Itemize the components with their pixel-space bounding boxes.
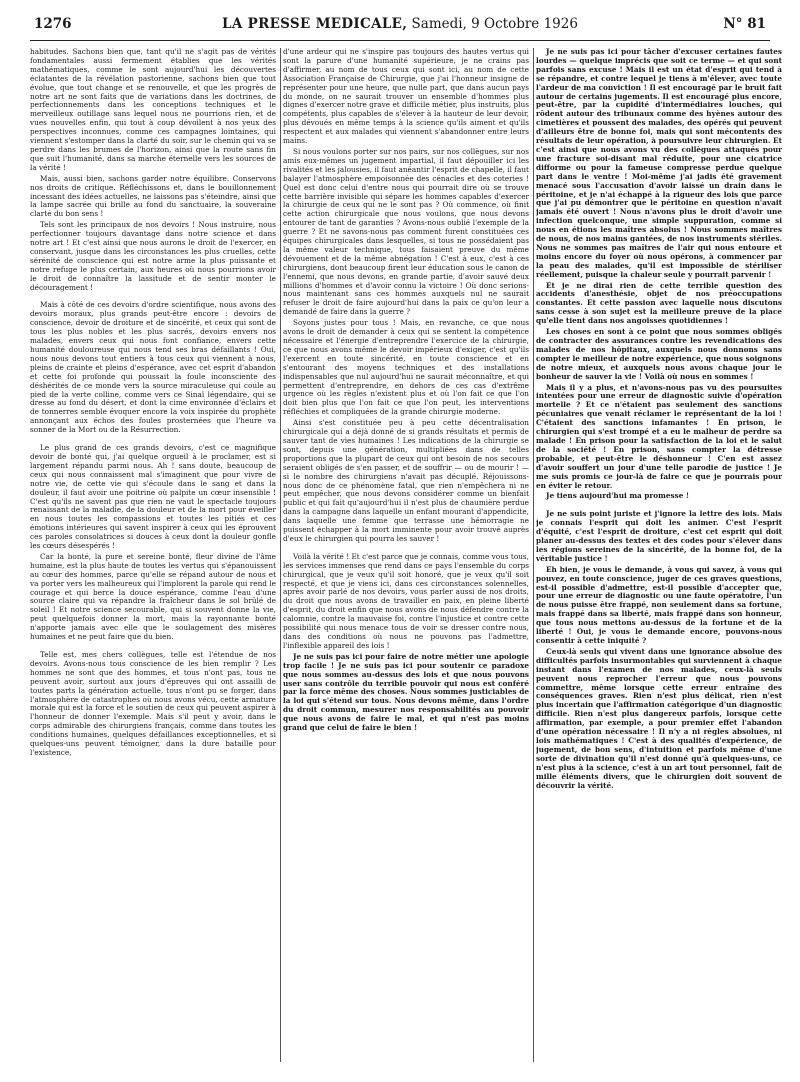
journal-name: LA PRESSE MEDICALE, [222,16,408,32]
paragraph: Voilà la vérité ! Et c'est parce que je connais, comme vous tous, les services immenses que rend dans ce pays l'ensemble du corps chirurgical, que je veux qu'il soit honoré, que je veux qu'il soit respecté, et que je viens ici, dans ces circonstances solennelles, après avoir parlé de nos devoirs, vous parler aussi de nos droits, du droit que nous avons de travailler en paix, en pleine liberté d'esprit, du droit enfin que nous avons de nous défendre contre la calomnie, contre la mauvaise foi, contre l'injustice et contre cette possibilité qui nous menace tous de voir se dresser contre nous, dans des conditions où nous ne pouvons pas l'admettre, l'inflexible appareil des lois ! [283,551,529,650]
paragraph: Je ne suis pas ici pour faire de notre métier une apologie trop facile ! Je ne suis pas ici pour soutenir ce paradoxe que nous sommes au-dessus des lois et que nous pouvons user sans contrôle du terrible pouvoir qui nous est conféré par la force même des choses. Nous sommes justiciables de la loi qui s'étend sur tous. Nous devons même, dans l'ordre du droit commun, mesurer nos responsabilités au pouvoir que nous avons de faire le mal, et qui n'est pas moins grand que celui de faire le bien ! [283,651,529,733]
paragraph: Mais il y a plus, et n'avons-nous pas vu des poursuites intentées pour une erreur de diagnostic suivie d'opération mortelle ? Et ce n'étaient pas seulement des sanctions pécuniaires que venait réclamer le représentant de la loi ! C'étaient des sanctions infamantes ! En prison, le chirurgien qui s'est trompé et a eu le malheur de perdre sa malade ! En prison pour la satisfaction de la loi et le salut de la société ! En prison, sans compter la détresse probable, et peut-être le déshonneur ! C'en est assez d'avoir souffert un jour d'une telle parodie de justice ! Je me suis promis ce jour-là de faire ce que je pourrais pour en éviter le retour. [536,382,782,490]
paragraph: Les choses en sont à ce point que nous sommes obligés de contracter des assurances contre les revendications des malades de nos hôpitaux, auxquels nous donnons sans compter le meilleur de notre expérience, que nous soignons de notre mieux, et auxquels nous avons chaque jour le bonheur de sauver la vie ! Voilà où nous en sommes ! [536,327,782,381]
text-column-1 [30,48,276,1062]
paragraph: Tels sont les principaux de nos devoirs ! Nous instruire, nous perfectionner toujours davantage dans notre science et dans notre art ! Et c'est ainsi que nous aurons le droit de l'exercer, en conservant, jusque dans les circonstances les plus cruelles, cette sérénité de conscience qui est notre arme la plus puissante et notre refuge le plus certain, aux heures où nous pourrions avoir le droit de connaître la lassitude et de sentir monter le découragement ! [30,220,276,292]
paragraph: Je ne suis point juriste et j'ignore la lettre des lois. Mais je connais l'esprit qui doit les animer. C'est l'esprit d'équité, c'est l'esprit de droiture, c'est cet esprit qui doit planer au-dessus des textes et des codes pour s'élever dans les régions sereines de la sincérité, de la bonne foi, de la véritable justice ! [536,509,782,563]
paragraph: Si nous voulons porter sur nos pairs, sur nos collègues, sur nos amis eux-mêmes un jugement impartial, il faut dépouiller ici les rivalités et les jalousies, il faut anéantir l'esprit de chapelle, il faut balayer l'atmosphère empoisonnée des cénacles et des coteries ! Quel est donc celui d'entre nous qui pourrait dire où se trouve cette barrière invisible qui sépare les hommes capables d'exercer la chirurgie de ceux qui ne le sont pas ? Où commence, où finit cette action chirurgicale que nous voulons, que nous devons entourer de tant de garanties ? Avons-nous oublié l'exemple de la guerre ? Et ne savons-nous pas comment furent constituées ces équipes chirurgicales dans lesquelles, si tous ne possédaient pas la même valeur technique, tous faisaient preuve du même dévouement et de la même abnégation ! C'est à eux, c'est à ces chirurgiens, dont beaucoup firent leur éducation sous le canon de l'ennemi, que nous devons, en grande partie, d'avoir sauvé deux millions d'hommes et d'avoir connu la victoire ! Où donc serions-nous maintenant sans ces hommes auxquels nul ne saurait refuser le droit de faire aujourd'hui dans la paix ce qu'on leur a demandé de faire dans la guerre ? [283,146,529,317]
paragraph: Eh bien, je vous le demande, à vous qui savez, à vous qui pouvez, en toute conscience, juger de ces graves questions, est-il possible d'admettre, est-il possible d'accepter que, pour une erreur de diagnostic ou une faute opératoire, l'un de nous puisse être frappé, non seulement dans sa fortune, mais frappé dans sa liberté, mais frappé dans son honneur, que tous nous mettons au-dessus de la fortune et de la liberté ! Oui, je vous le demande encore, pouvons-nous consentir à cette iniquité ? [536,564,782,645]
paragraph: d'une ardeur qui ne s'inspire pas toujours des hautes vertus qui sont la parure d'une humanité supérieure, je ne crains pas d'affirmer, au nom de tous ceux qui sont ici, au nom de cette Association Française de Chirurgie, que j'ai l'honneur insigne de représenter pour une heure, que nulle part, que dans aucun pays du monde, on ne saurait trouver un ensemble d'hommes plus dignes d'exercer notre grave et difficile métier, plus instruits, plus compétents, plus capables de s'élever à la hauteur de leur devoir, plus dévoués en même temps à la science qu'ils aiment et qu'ils respectent et aux malades qui viennent s'abandonner entre leurs mains. [283,48,529,146]
paragraph: Je ne suis pas ici pour tâcher d'excuser certaines fautes lourdes — quelque imprécis que soit ce terme — et qui sont parfois sans excuse ! Mais il est un état d'esprit qui tend à se répandre, et contre lequel je tiens à m'élever, avec toute l'ardeur de ma conviction ! Il est encouragé par le bruit fait autour de certains jugements. Il est encouragé plus encore, peut-être, par la cupidité d'intermédiaires louches, qui rôdent autour des tribunaux comme des hyènes autour des cimetières et poussent des malades, des opérés qui peuvent d'ailleurs être de bonne foi, mais qui sont mécontents des résultats de leur opération, à poursuivre leur chirurgien. Et c'est ainsi que nous avons vu des collègues attaqués pour une fracture soi-disant mal réduite, pour une cicatrice difforme ou pour la fameuse compresse perdue quelque part dans le ventre ! Moi-même j'ai jadis été gravement menacé sous l'accusation d'avoir laissé un drain dans le péritoine, et je n'ai échappé à la rigueur des lois que parce que j'ai pu démontrer que le péritoine en question n'avait jamais été ouvert ! Nous n'avons plus le droit d'avoir une infection quelconque, une simple suppuration, comme si nous en étions les maîtres absolus ! Nous sommes maîtres de nous, de nos mains gantées, de nos instruments stériles. Nous ne sommes pas maîtres de l'air qui nous entoure et moins encore du foyer où nous opérons, à commencer par la peau des malades, qu'il est impossible de stériliser réellement, puisque la chaleur seule y pourrait parvenir ! [536,48,782,279]
paragraph: Mais, aussi bien, sachons garder notre équilibre. Conservons nos droits de critique. Réfléchissons et, dans le bouillonnement incessant des idées actuelles, ne laissons pas s'éteindre, ainsi que la lampe sacrée qui brille au fond du sanctuaire, la souveraine clarté du bon sens ! [30,173,276,219]
paragraph: Ceux-là seuls qui vivent dans une ignorance absolue des difficultés parfois insurmontables qui surviennent à chaque instant dans l'examen de nos malades, ceux-là seuls peuvent nous reprocher l'erreur que nous pouvons commettre, même lorsque cette erreur entraîne des conséquences graves. Rien n'est plus délicat, rien n'est plus incertain que l'affirmation catégorique d'un diagnostic difficile. Rien n'est plus dangereux parfois, lorsque cette affirmation, par exemple, a pour premier effet l'abandon d'une opération nécessaire ! Il n'y a ni règles absolues, ni lois mathématiques ! C'est à des qualités d'expérience, de jugement, de bon sens, d'intuition et parfois même d'une sorte de divination qu'il n'est donné qu'à quelques-uns, ce n'est plus à la science, c'est à un art tout personnel, fait de mille éléments divers, que le chirurgien doit souvent de découvrir la vérité. [536,646,782,790]
page-number: 1276 [34,16,72,32]
paragraph: Ainsi s'est constituée peu à peu cette décentralisation chirurgicale qui a déjà donné de si grands résultats et permis de sauver tant de vies humaines ! Les indications de la chirurgie se sont, depuis une génération, multipliées dans de telles proportions que la plupart de ceux qui ont besoin de nos secours seraient obligés de s'en passer, et de souffrir — ou de mourir ! — si le nombre des chirurgiens n'avait pas décuplé. Réjouissons-nous donc de ce phénomène fatal, que rien n'empêchera ni ne peut empêcher, que nous devons considérer comme un bienfait public et qui fait qu'aujourd'hui il n'est plus de chaumière perdue dans la campagne dans laquelle un enfant mourant d'appendicite, dans laquelle une femme que terrasse une hémorragie ne puissent échapper à la mort imminente pour avoir trouvé auprès d'eux le chirurgien qui pourra les sauver ! [283,418,529,543]
text-column-2 [283,48,529,1062]
page-header [30,10,770,41]
paragraph: Et je ne dirai rien de cette terrible question des accidents d'anesthésie, objet de nos préoccupations constantes. Et cette passion avec laquelle nous discutons sans cesse à son sujet est la meilleure preuve de la place qu'elle tient dans nos angoisses quotidiennes ! [536,280,782,326]
column-rule [280,48,281,1062]
column-rule [533,48,534,1062]
issue-number: N° 81 [723,16,766,32]
paragraph: habitudes. Sachons bien que, tant qu'il ne s'agit pas de vérités fondamentales aussi fermement établies que les vérités mathématiques, comme le sont aujourd'hui les découvertes éclatantes de la révélation pastorienne, sachons bien que tout évolue, que tout change et se renouvelle, et que les progrès de notre art ne sont faits que de variations dans les doctrines, de perfectionnements dans les conceptions techniques et le merveilleux outillage sans lequel nous ne pourrions rien, et de vues nouvelles enfin, qui tout à coup dévoilent à nos yeux des perspectives inconnues, comme ces campagnes lointaines, qui viennent s'estomper dans la clarté du soir, sur le chemin qui va se perdre dans les brumes de l'horizon, ainsi que la route sans fin que suit l'humanité, dans sa marche éternelle vers les sources de la vérité ! [30,48,276,172]
running-title [30,16,770,32]
issue-date: Samedi, 9 Octobre 1926 [407,16,578,32]
paragraph: Soyons justes pour tous ! Mais, en revanche, ce que nous avons le droit de demander à ceux qui se sentent la compétence nécessaire et l'énergie d'entreprendre l'exercice de la chirurgie, ce que nous avons même le devoir impérieux d'exiger, c'est qu'ils l'exercent en toute sincérité, en toute conscience et en s'entourant des moyens techniques et des installations indispensables que nul aujourd'hui ne saurait méconnaître, et qui permettent d'entreprendre, en dehors de ces cas d'extrême urgence où les règles n'existent plus et où l'on fait ce que l'on doit bien plus que l'on fait ce que l'on peut, les interventions réfléchies et compliquées de la grande chirurgie moderne. [283,318,529,417]
paragraph: Mais à côté de ces devoirs d'ordre scientifique, nous avons des devoirs moraux, plus grands peut-être encore : devoirs de conscience, devoir de droiture et de sincérité, et ceux qui sont de tous les plus nobles et les plus sacrés, devoirs envers nos malades, envers ceux qui nous font confiance, envers cette humanité douloureuse qui nous tend ses bras défaillants ! Oui, nous nous devons tout entiers à tous ceux qui viennent à nous, pleins de crainte et pleins d'espérance, avec cet esprit d'abandon et cette foi profonde qui poussait la foule inconsciente des déshérités de ce monde vers la source miraculeuse qui coule au pied de la verte colline, comme vers ce Sinaï légendaire, qui se dresse au fond du désert, et dont la cime environnée d'éclairs et de tonnerres semble évoquer encore la voix inspirée du prophète annonçant aux échos des foules prosternées que l'heure va sonner de la Mort ou de la Résurrection. [30,300,276,435]
text-column-3 [536,48,782,1062]
paragraph: Le plus grand de ces grands devoirs, c'est ce magnifique devoir de bonté qui, j'ai quelque orgueil à le proclamer, est si largement répandu parmi nous. Ah ! sans doute, beaucoup de ceux qui nous connaissent mal s'imaginent que pour vivre de notre vie, de cette vie qui s'écoule dans le sang et dans la douleur, il faut avoir une poitrine où palpite un cœur insensible ! C'est qu'ils ne savent pas que rien ne vaut le spectacle toujours renaissant de la maladie, de la douleur et de la mort pour éveiller en nous toutes les compassions et toutes les pitiés et ces émotions intérieures qui savent inspirer à ceux qui les éprouvent ces paroles consolatrices si douces à ceux dont la douleur gonfle les cœurs désespérés ! [30,443,276,551]
paragraph: Je tiens aujourd'hui ma promesse ! [546,491,690,501]
paragraph: Car la bonté, la pure et sereine bonté, fleur divine de l'âme humaine, est la plus haute de toutes les vertus qui s'épanouissent au cœur des hommes, parce qu'elle se répand autour de nous et va porter vers les malheureux qui l'implorent la parole qui rend le courage et qui berce la douce espérance, comme l'eau d'une source claire qui va répandre la fraîcheur dans le sol brûlé de soleil ! Et notre science secourable, qui si souvent donne la vie, peut quelquefois donner la mort, mais la rayonnante bonté n'apporte jamais avec elle que le soulagement des misères humaines et ne peut faire que du bien. [30,551,276,642]
paragraph: Telle est, mes chers collègues, telle est l'étendue de nos devoirs. Avons-nous tous conscience de les bien remplir ? Les hommes ne sont que des hommes, et tous n'ont pas, tous ne peuvent avoir, surtout aux jours d'épreuves qui ont assailli de toutes parts la génération actuelle, tous n'ont pu se forger, dans l'atmosphère de catastrophes où nous avons vécu, cette armature morale qui est la force et le soutien de ceux qui peuvent aspirer à l'honneur de donner l'exemple. Mais s'il peut y avoir, dans le corps admirable des chirurgiens français, comme dans toutes les conditions humaines, quelques défaillances exceptionnelles, et si quelques-uns peuvent témoigner, dans la dure bataille pour l'existence, [30,650,276,757]
